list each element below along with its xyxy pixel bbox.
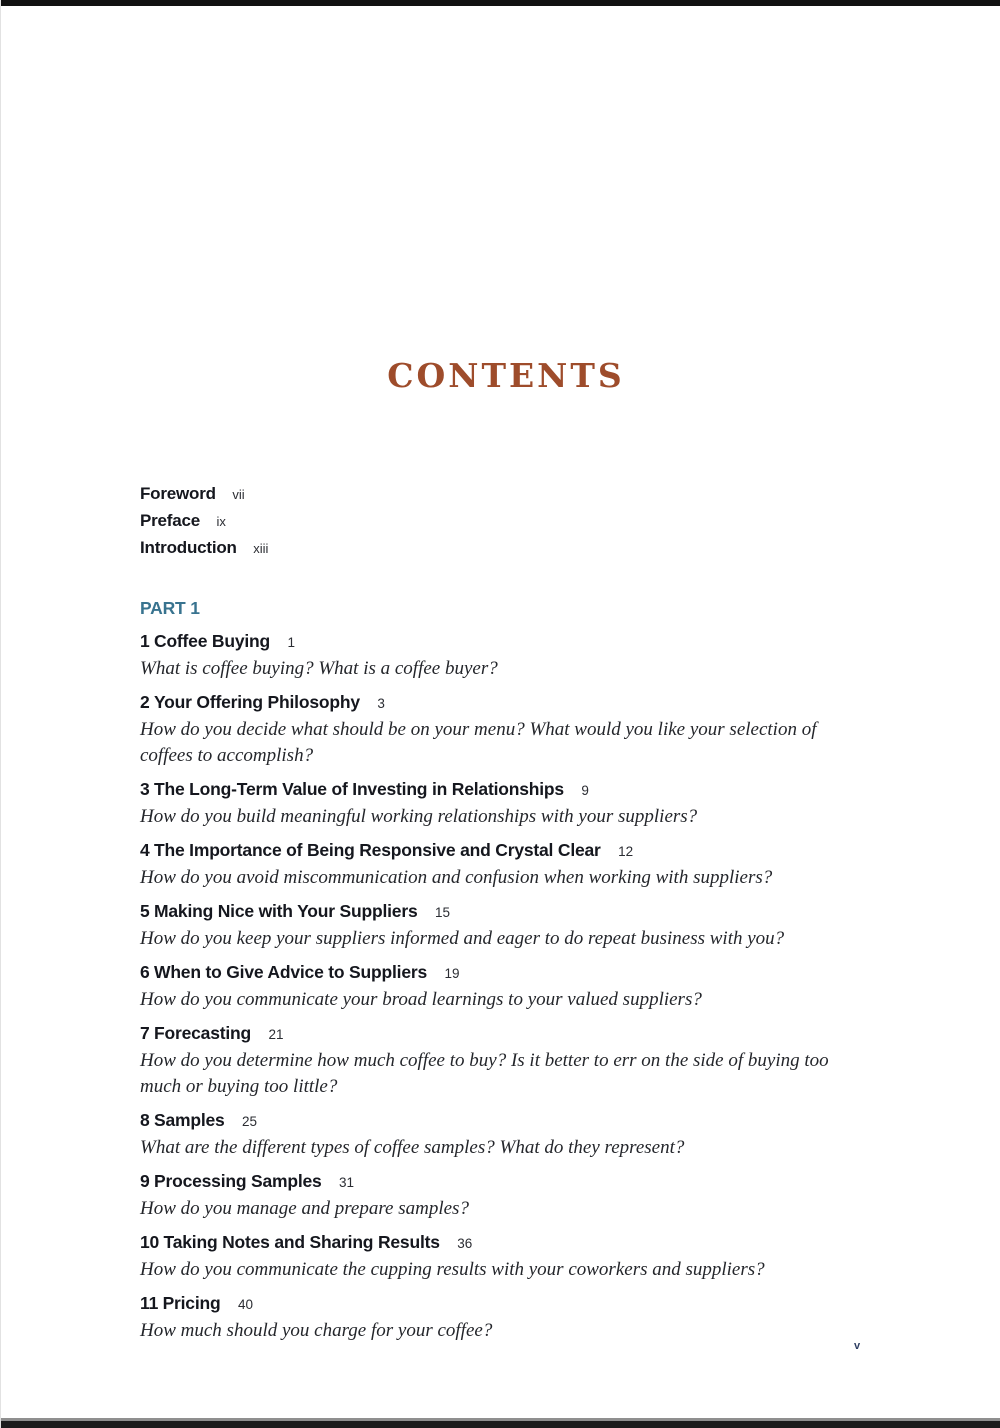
chapter-page-number: 9 [581,783,589,798]
chapter-page-number: 36 [457,1236,473,1251]
chapter-page-number: 40 [237,1297,253,1312]
toc-chapter-entry [140,898,872,952]
chapter-title-line [140,1290,872,1318]
toc-chapter-entry [140,837,872,891]
chapter-number: 7 [140,1023,150,1043]
chapter-title: Forecasting [154,1023,251,1043]
chapter-page-number: 19 [444,966,460,981]
front-matter-label: Introduction [140,538,237,557]
front-matter-entry [140,481,872,508]
chapter-description: How do you communicate your broad learnings to your valued suppliers? [140,989,702,1010]
chapter-page-number: 15 [434,905,450,920]
chapter-page-number: 25 [242,1114,258,1129]
chapter-page-number: 21 [268,1027,284,1042]
chapter-title: Taking Notes and Sharing Results [163,1232,440,1252]
chapter-number: 9 [140,1171,150,1191]
toc-chapter-entry [140,959,872,1013]
page-title: CONTENTS [387,356,625,395]
chapter-description: What is coffee buying? What is a coffee buyer? [140,658,498,679]
chapter-number: 10 [140,1232,160,1252]
chapter-description: How much should you charge for your coffee? [140,1320,493,1341]
front-matter-page-number: vii [232,487,245,502]
chapter-title: Processing Samples [154,1171,322,1191]
chapter-number: 4 [140,840,150,860]
front-matter-label: Preface [140,511,201,530]
chapter-title-line [140,628,872,656]
front-matter-label: Foreword [140,484,216,503]
toc-chapter-entry [140,1107,872,1161]
chapter-page-number: 1 [287,635,295,650]
toc-content [140,0,872,1351]
chapter-title: When to Give Advice to Suppliers [154,962,427,982]
chapter-description: How do you decide what should be on your menu? What would you like your selection of coffees to accomplish? [140,719,817,766]
front-matter-entry [140,508,872,535]
chapter-title-line [140,1229,872,1257]
chapter-number: 3 [140,779,150,799]
chapter-title-line [140,837,872,865]
chapter-title: Making Nice with Your Suppliers [154,901,418,921]
front-matter-list [140,481,872,562]
toc-chapter-entry [140,1020,872,1100]
chapter-page-number: 31 [339,1175,355,1190]
chapter-description: How do you determine how much coffee to buy? Is it better to err on the side of buying too much or buying too little? [140,1050,829,1097]
chapter-title: Your Offering Philosophy [154,692,360,712]
chapter-page-number: 3 [377,696,385,711]
chapter-title-line [140,1168,872,1196]
chapter-title-line [140,1107,872,1135]
part-heading: PART 1 [140,598,200,618]
scan-bottom-edge [1,1418,1000,1428]
chapter-description: How do you build meaningful working relationships with your suppliers? [140,806,698,827]
chapter-number: 5 [140,901,150,921]
chapter-description: How do you communicate the cupping results with your coworkers and suppliers? [140,1259,765,1280]
chapter-title: Coffee Buying [154,631,271,651]
toc-chapter-entry [140,689,872,769]
chapter-title: The Importance of Being Responsive and Crystal Clear [154,840,601,860]
chapter-title: The Long-Term Value of Investing in Relationships [154,779,564,799]
chapter-title-line [140,689,872,717]
chapter-number: 2 [140,692,150,712]
folio-page-number: v [854,1340,861,1352]
chapter-title-line [140,1020,872,1048]
toc-chapter-entry [140,1290,872,1344]
chapter-number: 1 [140,631,150,651]
chapter-title: Pricing [162,1293,221,1313]
chapter-description: What are the different types of coffee samples? What do they represent? [140,1137,685,1158]
toc-chapter-entry [140,628,872,682]
chapter-list [140,628,872,1344]
front-matter-page-number: xiii [253,541,269,556]
chapter-title-line [140,776,872,804]
toc-chapter-entry [140,1168,872,1222]
chapter-title-line [140,898,872,926]
chapter-number: 6 [140,962,150,982]
chapter-number: 11 [140,1293,159,1313]
chapter-description: How do you manage and prepare samples? [140,1198,469,1219]
chapter-number: 8 [140,1110,150,1130]
front-matter-page-number: ix [216,514,226,529]
chapter-description: How do you avoid miscommunication and confusion when working with suppliers? [140,867,773,888]
front-matter-entry [140,535,872,562]
chapter-title: Samples [154,1110,225,1130]
chapter-description: How do you keep your suppliers informed and eager to do repeat business with you? [140,928,785,949]
toc-chapter-entry [140,1229,872,1283]
chapter-page-number: 12 [618,844,634,859]
toc-chapter-entry [140,776,872,830]
chapter-title-line [140,959,872,987]
